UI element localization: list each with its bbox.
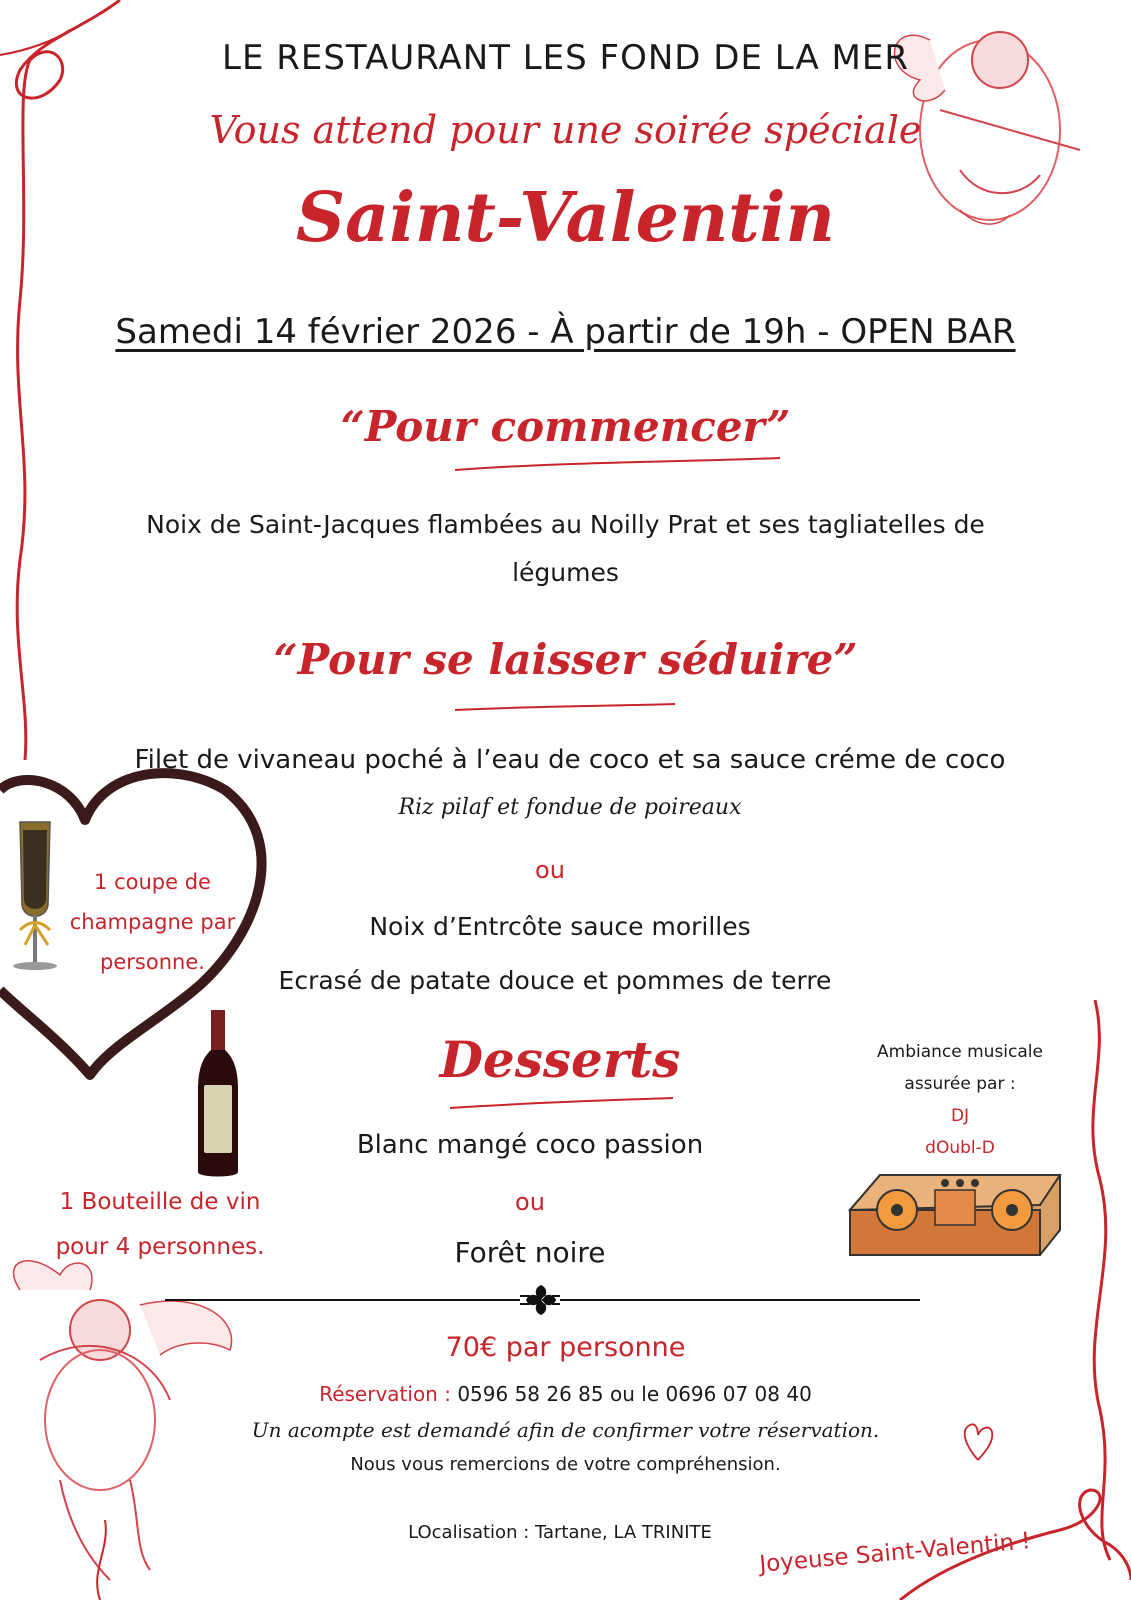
main-option-2: Noix d’Entrcôte sauce morilles	[369, 912, 751, 941]
deposit-note: Un acompte est demandé afin de confirmer votre réservation.	[251, 1418, 880, 1442]
champagne-note-line: personne.	[100, 950, 205, 974]
dj-controller-icon	[850, 1175, 1060, 1255]
music-note-line: Ambiance musicale	[877, 1042, 1043, 1062]
main-option-1: Filet de vivaneau poché à l’eau de coco et sa sauce créme de coco	[134, 745, 1006, 775]
divider-line	[450, 1098, 673, 1108]
music-note	[845, 1036, 1075, 1164]
reservation-line	[0, 1382, 1131, 1406]
reservation-numbers: 0596 58 26 85 ou le 0696 07 08 40	[457, 1382, 812, 1406]
main-course-heading: “Pour se laisser séduire”	[273, 635, 858, 684]
desserts-heading: Desserts	[439, 1030, 681, 1089]
price: 70€ par personne	[445, 1332, 686, 1363]
main-option-2-side: Ecrasé de patate douce et pommes de terre	[278, 966, 832, 995]
tagline: Vous attend pour une soirée spéciale	[209, 108, 922, 152]
ribbon-icon	[1093, 1000, 1110, 1560]
wine-note-line: 1 Bouteille de vin	[59, 1189, 261, 1215]
dessert-option-1: Blanc mangé coco passion	[356, 1130, 704, 1160]
greeting: Joyeuse Saint-Valentin !	[758, 1528, 1032, 1578]
starter-dish-line-1: Noix de Saint-Jacques flambées au Noilly Prat et ses tagliatelles de	[146, 510, 985, 539]
music-note-line: assurée par :	[904, 1074, 1016, 1094]
event-title: Saint-Valentin	[296, 178, 835, 258]
dessert-option-2: Forêt noire	[454, 1236, 606, 1269]
divider-line	[455, 704, 675, 710]
thanks-note: Nous vous remercions de votre compréhension.	[350, 1454, 781, 1475]
dessert-or: ou	[515, 1188, 545, 1216]
main-or: ou	[535, 856, 565, 884]
wine-note-line: pour 4 personnes.	[55, 1234, 265, 1260]
dj-name: dOubl-D	[925, 1138, 995, 1158]
champagne-note	[50, 862, 255, 982]
starter-dish-line-2: légumes	[512, 558, 619, 587]
divider-line	[455, 458, 780, 470]
ribbon-icon	[97, 1520, 106, 1600]
champagne-note-line: 1 coupe de	[94, 870, 211, 894]
wine-bottle-icon	[198, 1010, 238, 1177]
main-option-1-side: Riz pilaf et fondue de poireaux	[398, 795, 742, 820]
champagne-note-line: champagne par	[69, 910, 236, 934]
starter-heading: “Pour commencer”	[340, 402, 791, 451]
date-line: Samedi 14 février 2026 - À partir de 19h - OPEN BAR	[115, 312, 1016, 352]
fleuron-divider-icon	[165, 1285, 920, 1315]
location: LOcalisation : Tartane, LA TRINITE	[408, 1522, 712, 1543]
wine-note	[25, 1180, 295, 1270]
restaurant-name: LE RESTAURANT LES FOND DE LA MER	[222, 38, 909, 78]
reservation-label: Réservation :	[319, 1382, 451, 1406]
dj-label: DJ	[950, 1106, 970, 1126]
